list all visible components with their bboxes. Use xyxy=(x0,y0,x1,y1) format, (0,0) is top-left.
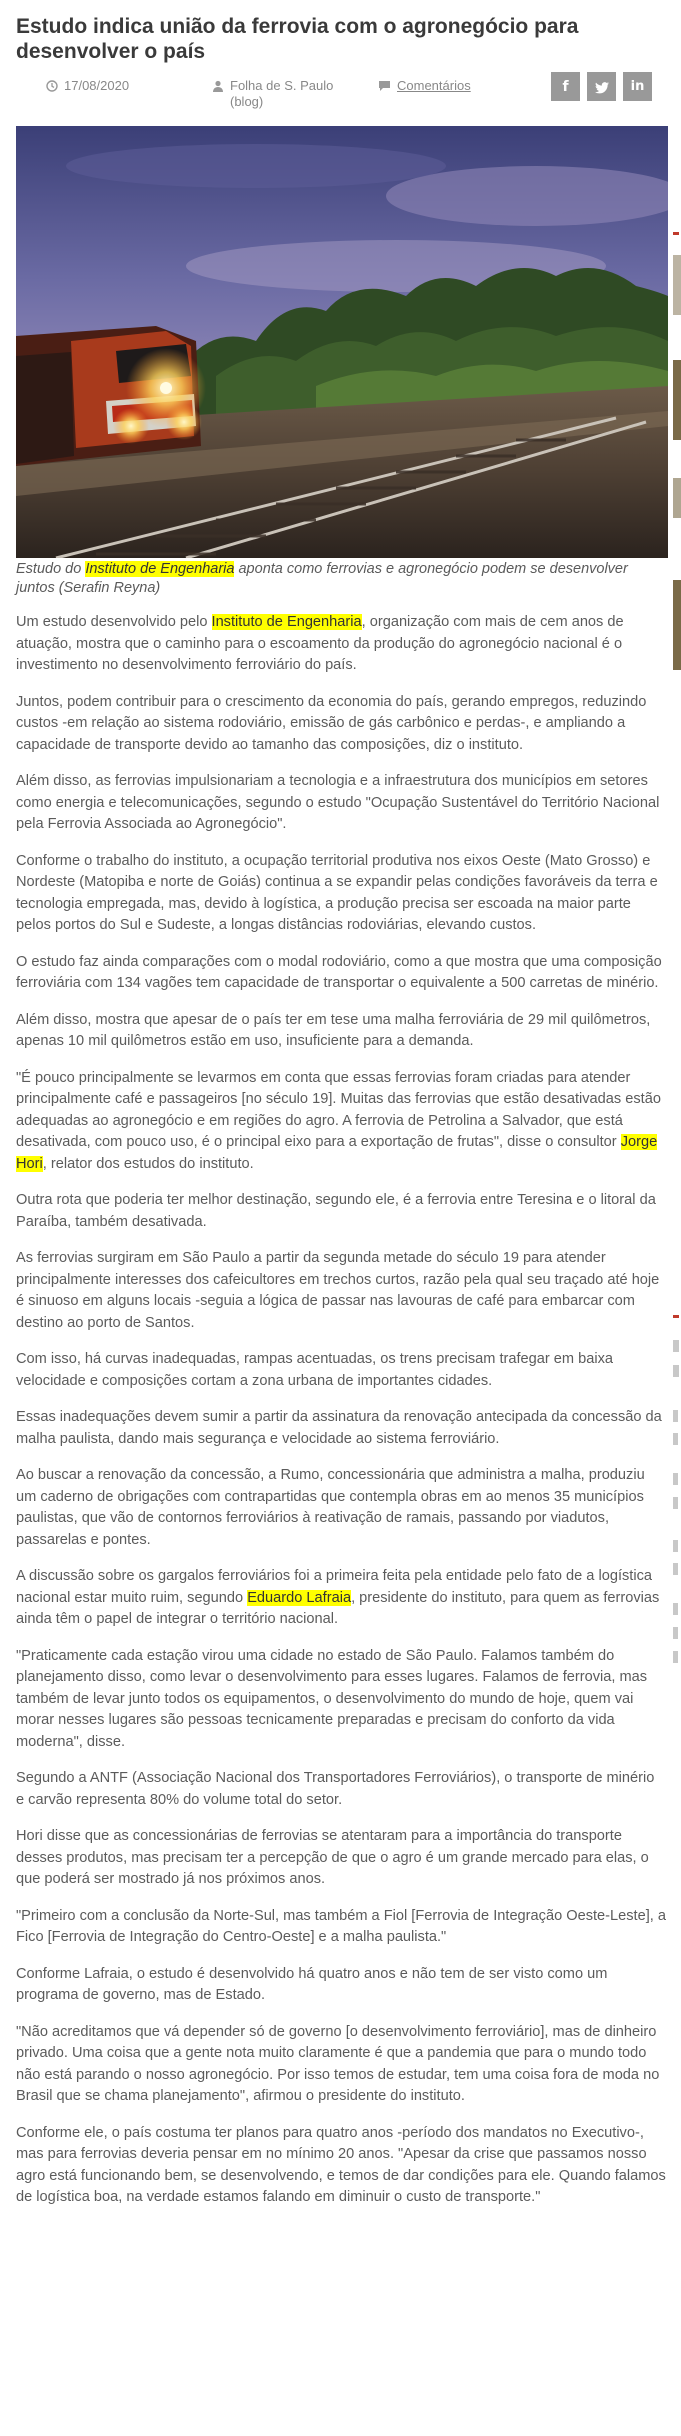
train-photo xyxy=(16,126,668,558)
comments-label[interactable]: Comentários xyxy=(397,78,471,93)
paragraph: Além disso, mostra que apesar de o país ter em tese uma malha ferroviária de 29 mil quilômetros, apenas 10 mil quilômetros estão em uso, insuficiente para a demanda. xyxy=(16,1011,651,1049)
sidebar-text xyxy=(673,1473,678,1485)
sidebar-text xyxy=(673,1540,678,1552)
share-buttons xyxy=(551,72,652,101)
paragraph: "Primeiro com a conclusão da Norte-Sul, mas também a Fiol [Ferrovia de Integração Oeste-Leste], a Fico [Ferrovia de Integração do Centro-Oeste] e a malha paulista." xyxy=(16,1907,667,1945)
paragraph: Além disso, as ferrovias impulsionariam a tecnologia e a infraestrutura dos municípios em setores como energia e telecomunicações, segundo o estudo "Ocupação Sustentável do Território Nacional pela Ferrovia Associada ao Agronegócio". xyxy=(16,773,660,832)
hero-image xyxy=(16,126,668,558)
sidebar-text xyxy=(673,1340,679,1352)
article-meta xyxy=(16,74,666,122)
sidebar-text xyxy=(673,1433,678,1445)
sidebar-thumbnail[interactable] xyxy=(673,580,681,670)
image-caption: Estudo do Instituto de Engenharia aponta como ferrovias e agronegócio podem se desenvolver juntos (Serafin Reyna) xyxy=(16,561,628,596)
twitter-icon xyxy=(595,82,609,94)
paragraph: Conforme Lafraia, o estudo é desenvolvido há quatro anos e não tem de ser visto como um programa de governo, mas de Estado. xyxy=(16,1965,608,2003)
sidebar-thumbnail[interactable] xyxy=(673,255,681,315)
sidebar-thumbnail[interactable] xyxy=(673,360,681,440)
article-body xyxy=(16,612,666,2209)
source-text: Folha de S. Paulo (blog) xyxy=(230,78,334,109)
paragraph: O estudo faz ainda comparações com o modal rodoviário, como a que mostra que uma composição ferroviária com 134 vagões tem capacidade de transportar o equivalente a 500 carretas de minério. xyxy=(16,953,662,991)
clock-icon xyxy=(46,80,58,92)
sidebar-text xyxy=(673,1627,678,1639)
sidebar-text xyxy=(673,1365,679,1377)
article xyxy=(16,14,666,2224)
paragraph: "Não acreditamos que vá depender só de governo [o desenvolvimento ferroviário], mas de dinheiro privado. Uma coisa que a gente nota muito claramente é que a pandemia que para o mundo todo não está parando o nosso agronegócio. Por isso temos de estudar, tem uma coisa fora de moda no Brasil que se chama planejamento", afirmou o presidente do instituto. xyxy=(16,2023,660,2104)
paragraph: Ao buscar a renovação da concessão, a Rumo, concessionária que administra a malha, produziu um caderno de obrigações com contrapartidas que contempla obras em ao menos 35 municípios paulistas, que vão de contornos ferroviários à reativação de ramais, passando por viadutos, passarelas e pontes. xyxy=(16,1467,645,1548)
highlighted-term[interactable]: Instituto de Engenharia xyxy=(85,561,235,577)
paragraph: Conforme ele, o país costuma ter planos para quatro anos -período dos mandatos no Executivo-, mas para ferrovias deveria pensar em no mínimo 20 anos. "Apesar da crise que passamos nosso agro está funcionando bem, se desenvolvendo, e temos de dar condições para ele. Quando falamos de logística boa, na verdade estamos falando em diminuir o custo de transporte." xyxy=(16,2124,666,2205)
comment-icon xyxy=(378,80,391,92)
highlighted-term[interactable]: Instituto de Engenharia xyxy=(211,614,362,630)
sidebar-accent xyxy=(673,1315,679,1318)
linkedin-icon: in xyxy=(630,79,645,94)
twitter-share-button[interactable] xyxy=(587,72,616,101)
publish-date xyxy=(46,78,129,94)
sidebar-accent xyxy=(673,232,679,235)
paragraph: "É pouco principalmente se levarmos em conta que essas ferrovias foram criadas para atender principalmente café e passageiros [no século 19]. Muitas das ferrovias que estão desativadas estão adequadas ao agronegócio e em regiões do agro. A ferrovia de Petrolina a Salvador, que está desativada, com pouco uso, é o principal eixo para a exportação de frutas", disse o consultor Jorge Hori, relator dos estudos do instituto. xyxy=(16,1069,661,1172)
paragraph: Conforme o trabalho do instituto, a ocupação territorial produtiva nos eixos Oeste (Mato Grosso) e Nordeste (Matopiba e norte de Goiás) continua a se expandir pelas condições favoráveis da terra e tecnologia empregada, mas, devido à logística, a produção precisa ser escoada na maior parte pelos portos do Sul e Sudeste, a longas distâncias rodoviárias, elevando custos. xyxy=(16,852,658,933)
paragraph: Essas inadequações devem sumir a partir da assinatura da renovação antecipada da concessão da malha paulista, dando mais segurança e velocidade ao sistema ferroviário. xyxy=(16,1409,662,1447)
paragraph: Outra rota que poderia ter melhor destinação, segundo ele, é a ferrovia entre Teresina e o litoral da Paraíba, também desativada. xyxy=(16,1192,656,1230)
sidebar-thumbnail[interactable] xyxy=(673,478,681,518)
facebook-share-button[interactable] xyxy=(551,72,580,101)
paragraph: Juntos, podem contribuir para o crescimento da economia do país, gerando empregos, reduzindo custos -em relação ao sistema rodoviário, emissão de gás carbônico e perdas-, e ampliando a capacidade de transporte devido ao tamanho das composições, diz o instituto. xyxy=(16,693,647,753)
user-icon xyxy=(212,80,224,92)
sidebar-text xyxy=(673,1563,678,1575)
sidebar-text xyxy=(673,1651,678,1663)
paragraph: Com isso, há curvas inadequadas, rampas acentuadas, os trens precisam trafegar em baixa velocidade e composições cortam a zona urbana de importantes cidades. xyxy=(16,1351,614,1389)
highlighted-term[interactable]: Jorge Hori xyxy=(16,1134,658,1172)
comments-link[interactable] xyxy=(378,78,471,94)
sidebar-text xyxy=(673,1410,678,1422)
paragraph: Um estudo desenvolvido pelo Instituto de Engenharia, organização com mais de cem anos de atuação, mostra que o caminho para o escoamento da produção do agronegócio nacional é o investimento no desenvolvimento ferroviário do país. xyxy=(16,614,624,673)
sidebar-text xyxy=(673,1603,678,1615)
paragraph: As ferrovias surgiram em São Paulo a partir da segunda metade do século 19 para atender principalmente interesses dos cafeicultores em trechos curtos, razão pela qual seu traçado até hoje é sinuoso em alguns locais -seguia a lógica de passar nas lavouras de café para embarcar com destino ao porto de Santos. xyxy=(16,1250,660,1331)
linkedin-share-button[interactable] xyxy=(623,72,652,101)
paragraph: A discussão sobre os gargalos ferroviários foi a primeira feita pela entidade pelo fato de a logística nacional estar muito ruim, segundo Eduardo Lafraia, presidente do instituto, para quem as ferrovias ainda têm o papel de integrar o território nacional. xyxy=(16,1568,660,1627)
paragraph: Hori disse que as concessionárias de ferrovias se atentaram para a importância do transporte desses produtos, mas precisam ter a percepção de que o agro é um grande mercado para elas, o que poderá ser mostrado já nos próximos anos. xyxy=(16,1828,649,1887)
article-source xyxy=(212,78,342,110)
article-title: Estudo indica união da ferrovia com o agronegócio para desenvolver o país xyxy=(16,15,579,63)
paragraph: "Praticamente cada estação virou uma cidade no estado de São Paulo. Falamos também do planejamento disso, como levar o desenvolvimento para esses lugares. Falamos de ferrovia, mas também de levar junto todos os equipamentos, o desenvolvimento do mundo de hoje, quem vai morar nesses lugares são pessoas tecnicamente preparadas e precisam do conforto da vida moderna", disse. xyxy=(16,1647,648,1750)
paragraph: Segundo a ANTF (Associação Nacional dos Transportadores Ferroviários), o transporte de minério e carvão representa 80% do volume total do setor. xyxy=(16,1770,655,1808)
sidebar-edge xyxy=(673,0,681,2436)
facebook-icon: f xyxy=(562,78,569,95)
publish-date-text: 17/08/2020 xyxy=(64,78,130,93)
highlighted-term[interactable]: Eduardo Lafraia xyxy=(247,1589,352,1606)
sidebar-text xyxy=(673,1497,678,1509)
